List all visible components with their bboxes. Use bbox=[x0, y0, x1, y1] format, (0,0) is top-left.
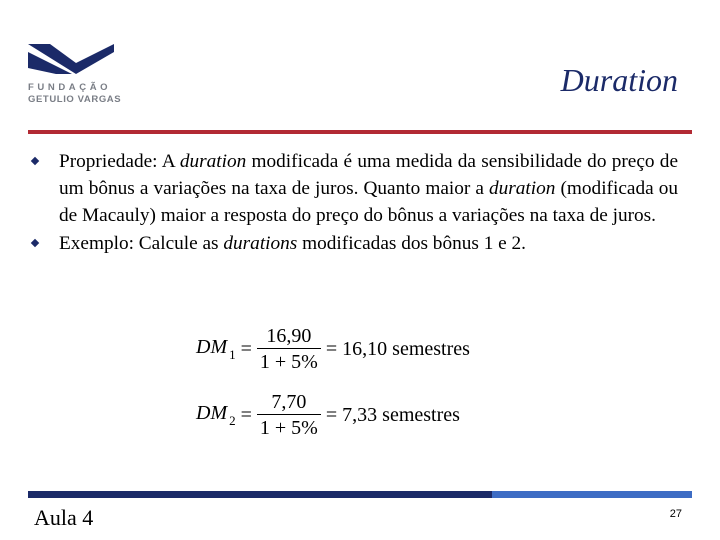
footer-divider bbox=[28, 491, 692, 498]
formula-dm1 bbox=[196, 318, 470, 380]
diamond-bullet-icon bbox=[31, 157, 39, 165]
fraction-numerator: 7,70 bbox=[271, 390, 307, 413]
equals-sign: = bbox=[325, 337, 338, 360]
fraction bbox=[257, 324, 321, 375]
equals-sign: = bbox=[240, 337, 252, 360]
fraction-numerator: 16,90 bbox=[266, 324, 312, 347]
bullet-text: Propriedade: A duration modificada é uma medida da sensibilidade do preço de um bônus a variações na taxa de juros. Quanto maior a duration (modificada ou de Macauly) maior a resposta do preço do bônus a variações na taxa de juros. bbox=[59, 151, 678, 227]
bullet-item-property bbox=[28, 148, 678, 230]
bullet-item-example bbox=[28, 230, 678, 257]
equals-sign: = bbox=[240, 403, 252, 426]
fraction bbox=[257, 390, 321, 441]
formula-subscript: 1 bbox=[229, 346, 236, 362]
bullet-text: Exemplo: Calcule as durations modificadas dos bônus 1 e 2. bbox=[59, 232, 526, 254]
page-number: 27 bbox=[669, 508, 682, 520]
bullet-list bbox=[28, 148, 678, 257]
footer-lesson-label: Aula 4 bbox=[34, 505, 94, 530]
logo-text-fundacao: FUNDAÇÃO bbox=[28, 82, 112, 93]
fgv-logo bbox=[28, 44, 120, 105]
formula-result: 7,33 semestres bbox=[342, 403, 460, 426]
title-divider bbox=[28, 130, 692, 134]
formula-lhs: DM $_1$ bbox=[196, 335, 236, 362]
logo-text-getulio-vargas: GETULIO VARGAS bbox=[28, 94, 122, 105]
formula-result: 16,10 semestres bbox=[342, 337, 470, 360]
slide-title: Duration bbox=[560, 62, 678, 98]
formula-block bbox=[196, 318, 470, 446]
fraction-denominator: 1 + 5% bbox=[259, 416, 318, 439]
equals-sign: = bbox=[325, 403, 338, 426]
fraction-denominator: 1 + 5% bbox=[259, 350, 318, 373]
formula-subscript: 2 bbox=[229, 412, 236, 428]
diamond-bullet-icon bbox=[31, 238, 39, 246]
formula-lhs: DM $_2$ bbox=[196, 401, 236, 428]
formula-dm2 bbox=[196, 384, 470, 446]
fgv-logo-mark-icon bbox=[28, 44, 114, 74]
